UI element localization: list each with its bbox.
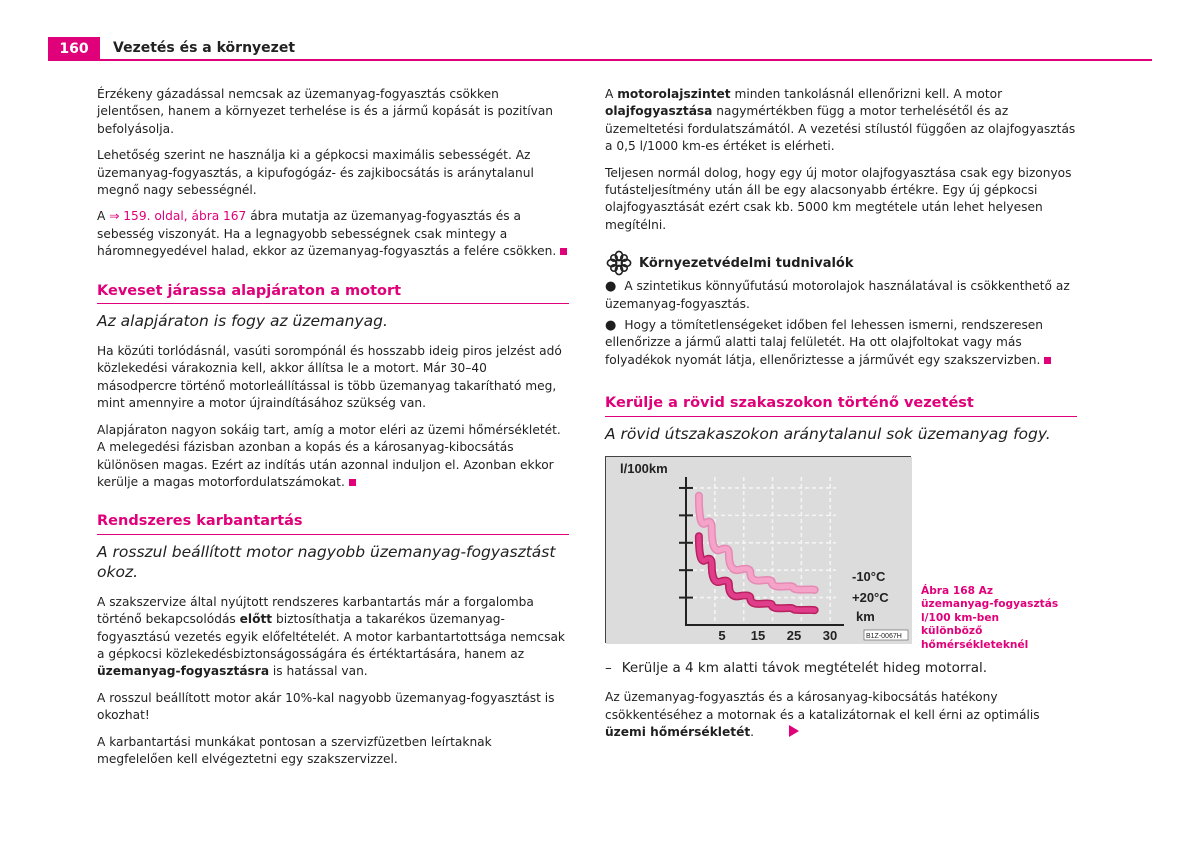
bullet-icon: ● bbox=[605, 279, 617, 295]
text: A bbox=[97, 209, 110, 224]
paragraph: Ha közúti torlódásnál, vasúti sorompónál és hosszabb ideig piros jelzést adó közlekedési várakoznia kell, akkor állítsa le a motort. Már 30–40 másodpercre történő motorleállítással is több üzemanyag takarítható meg, mint amennyire a motor újraindításához szükség van. bbox=[97, 344, 562, 411]
x-tick-label: 5 bbox=[718, 627, 726, 643]
header-rule bbox=[100, 59, 1152, 61]
paragraph: Teljesen normál dolog, hogy egy új motor olajfogyasztása csak egy bizonyos futásteljesítmény után áll be egy alacsonyabb értékre. Egy új gépkocsi olajfogyasztását ezért csak kb. 5000 km megtétele után lehet helyesen megítélni. bbox=[605, 165, 1072, 232]
end-mark-icon bbox=[1044, 357, 1051, 364]
right-column bbox=[605, 86, 1077, 750]
text: . bbox=[750, 724, 755, 739]
x-tick-label: 30 bbox=[822, 627, 838, 643]
paragraph bbox=[97, 422, 569, 492]
paragraph: Érzékeny gázadással nemcsak az üzemanyag-fogyasztás csökken jelentősen, hanem a környezet terhelése is és a jármű kopását is pozitívan befolyásolja. bbox=[97, 87, 554, 136]
text: nagymértékben függ a motor terhelésétől és az üzemeltetési fordulatszámától. A vezetési stílustól függően az olajfogyasztás a 0,5 l/1000 km-es értéket is elérheti. bbox=[605, 104, 1076, 154]
section-subtitle: A rosszul beállított motor nagyobb üzemanyag-fogyasztást okoz. bbox=[97, 542, 556, 581]
fuel-consumption-chart bbox=[605, 456, 911, 643]
paragraph: A karbantartási munkákat pontosan a szervizfüzetben leírtaknak megfelelően kell elvégeztetni egy szakszervizzel. bbox=[97, 734, 492, 766]
series-label-warm: +20°C bbox=[852, 589, 889, 605]
text: Alapjáraton nagyon sokáig tart, amíg a motor eléri az üzemi hőmérsékletét. A melegedési fázisban azonban a kopás és a károsanyag-kibocsátás különösen magas. Ezért az indítás után azonnal induljon el. Azonban ekkor kerülje a magas motorfordulatszámokat. bbox=[97, 422, 561, 489]
end-mark-icon bbox=[560, 248, 567, 255]
text: ábra mutatja az üzemanyag-fogyasztás és a sebesség viszonyát. Ha a legnagyobb sebességnek csak mintegy a háromnegyedével halad, ekkor az üzemanyag-fogyasztás a felére csökken. bbox=[97, 209, 557, 259]
text: A bbox=[605, 87, 618, 101]
bold-text: üzemanyag-fogyasztásra bbox=[97, 664, 270, 679]
paragraph: Lehetőség szerint ne használja ki a gépkocsi maximális sebességét. Az üzemanyag-fogyasztás, a kipufogógáz- és zajkibocsátás is aránytalanul megnő nagy sebességnél. bbox=[97, 148, 534, 198]
bullet-item bbox=[605, 278, 1077, 313]
text: minden tankolásnál ellenőrizni kell. A motor bbox=[730, 87, 1003, 101]
left-column bbox=[97, 86, 569, 777]
text: A szintetikus könnyűfutású motorolajok használatával is csökkenthető az üzemanyag-fogyasztás. bbox=[605, 279, 1070, 311]
environment-note-title: Környezetvédelmi tudnivalók bbox=[639, 255, 854, 271]
figure-caption: Ábra 168 Az üzemanyag-fogyasztás l/100 km-ben különböző hőmérsékleteknél bbox=[921, 584, 1059, 651]
paragraph bbox=[605, 689, 1077, 741]
x-tick-label: 25 bbox=[786, 627, 802, 643]
bold-text: előtt bbox=[239, 612, 273, 627]
running-header: Vezetés és a környezet bbox=[113, 40, 296, 56]
figure-code: B1Z-0067H bbox=[866, 632, 902, 640]
environment-note-heading bbox=[605, 250, 1077, 276]
text: is hatással van. bbox=[269, 664, 368, 679]
section-title: Keveset járassa alapjáraton a motort bbox=[97, 283, 569, 304]
dash-glyph: – bbox=[605, 659, 612, 676]
paragraph bbox=[605, 86, 1077, 156]
text: Kerülje a 4 km alatti távok megtételét hideg motorral. bbox=[621, 659, 988, 676]
chart-svg bbox=[606, 457, 912, 644]
bold-text: olajfogyasztása bbox=[605, 104, 713, 119]
bold-text: motorolajszintet bbox=[617, 87, 731, 101]
series-label-cold: -10°C bbox=[852, 568, 886, 584]
cross-reference-link[interactable]: ⇒ 159. oldal, ábra 167 bbox=[109, 209, 247, 224]
bold-text: üzemi hőmérsékletét bbox=[605, 724, 751, 739]
end-mark-icon bbox=[349, 479, 356, 486]
paragraph: A rosszul beállított motor akár 10%-kal nagyobb üzemanyag-fogyasztást is okozhat! bbox=[97, 690, 555, 723]
x-axis-label: km bbox=[856, 608, 875, 624]
text: Hogy a tömítetlenségeket időben fel lehessen ismerni, rendszeresen ellenőrizze a jármű alatti talaj felületét. Ha ott olajfoltokat vagy más folyadékok nyomát látja, ellenőriztesse a járművét egy szakszervizben. bbox=[605, 318, 1044, 367]
flower-icon bbox=[605, 250, 633, 276]
text: biztosíthatja a takarékos üzemanyag-fogyasztású vezetés egyik előfeltételét. A motor karbantartottsága nemcsak a gépkocsi közlekedésbiztonságosságára és értéktartására, hanem az bbox=[97, 612, 565, 661]
page-number: 160 bbox=[48, 37, 100, 61]
figure bbox=[605, 456, 1077, 651]
paragraph bbox=[97, 208, 569, 260]
section-subtitle: A rövid útszakaszokon aránytalanul sok üzemanyag fogy. bbox=[605, 424, 1051, 443]
text: Az üzemanyag-fogyasztás és a károsanyag-kibocsátás hatékony csökkentéséhez a motornak és a katalizátornak el kell érni az optimális bbox=[605, 690, 1040, 722]
bullet-icon: ● bbox=[605, 318, 617, 334]
text: A szakszervize által nyújtott rendszeres karbantartás már a forgalomba történő bekapcsolódás bbox=[97, 594, 534, 627]
section-title: Rendszeres karbantartás bbox=[97, 513, 569, 534]
bullet-item bbox=[605, 317, 1077, 369]
y-axis-label: l/100km bbox=[620, 460, 668, 476]
paragraph bbox=[97, 594, 569, 681]
x-tick-label: 15 bbox=[750, 627, 766, 643]
section-subtitle: Az alapjáraton is fogy az üzemanyag. bbox=[97, 312, 388, 331]
dash-list-item bbox=[605, 660, 1077, 677]
next-page-arrow-icon[interactable] bbox=[788, 724, 800, 738]
section-title: Kerülje a rövid szakaszokon történő vezetést bbox=[605, 395, 1077, 416]
